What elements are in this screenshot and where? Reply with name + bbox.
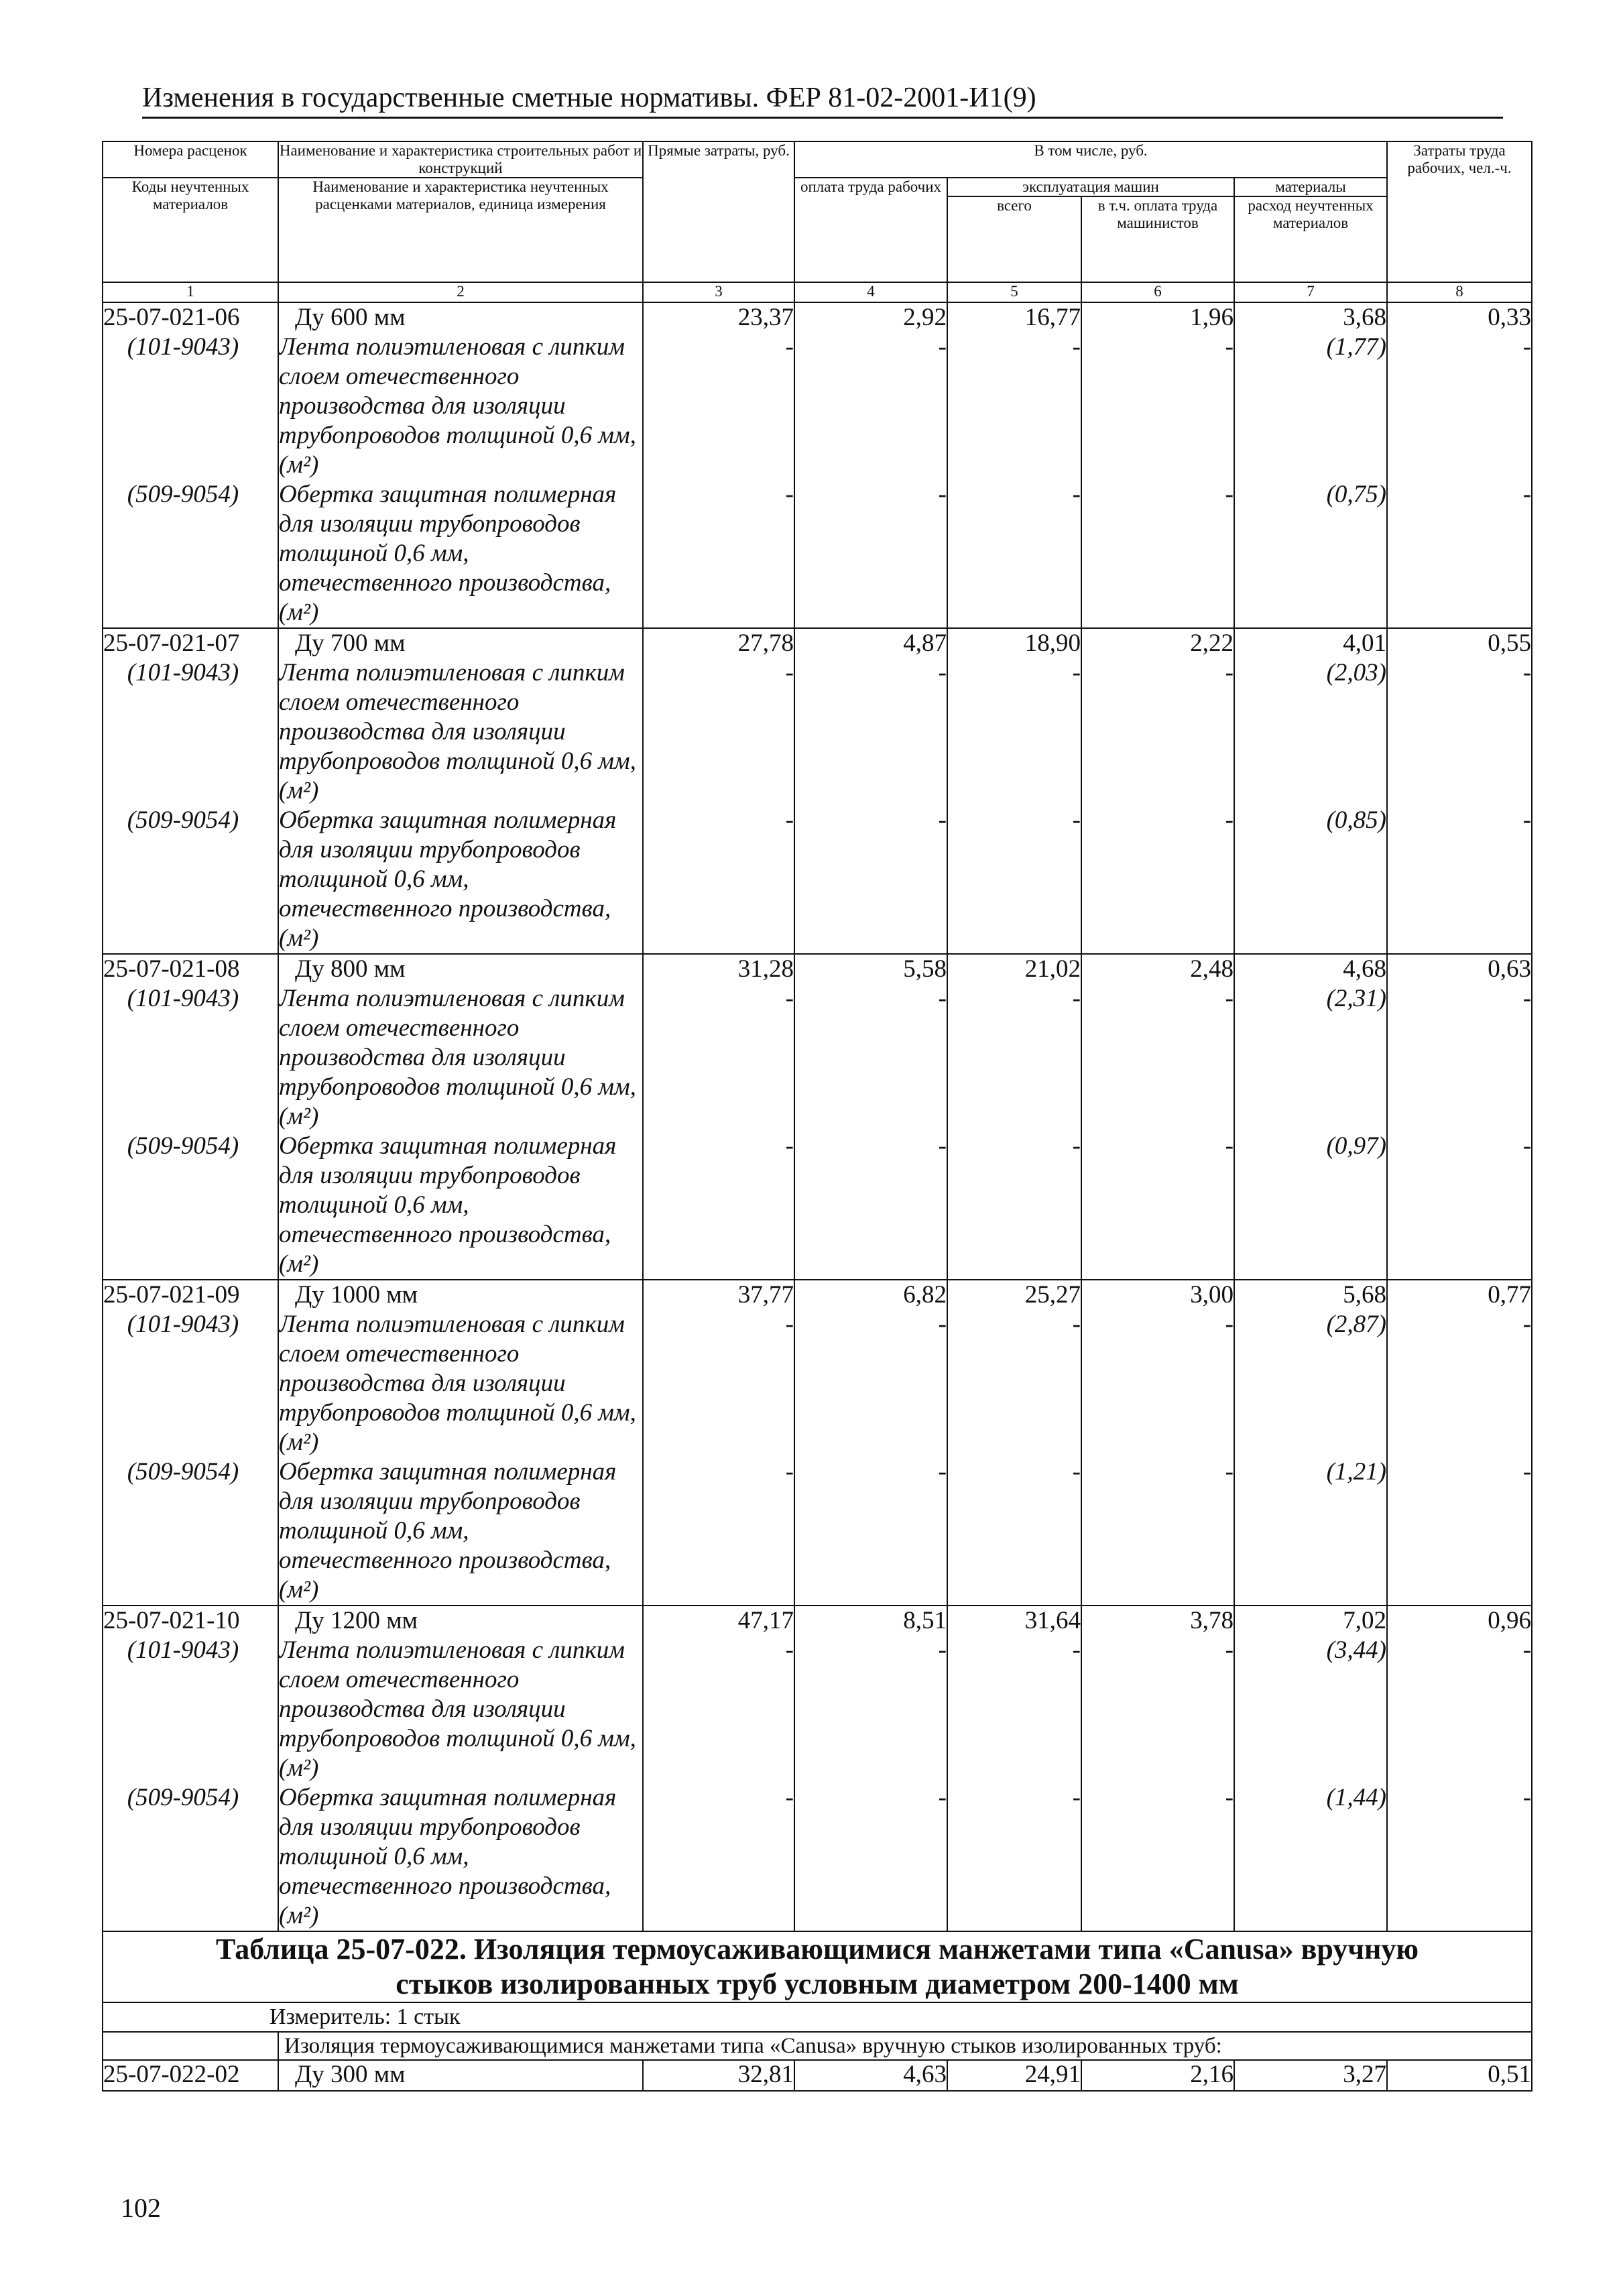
material-consumption: (1,44) <box>1326 1784 1387 1811</box>
dash: - <box>938 806 947 834</box>
material-name: Лента полиэтиленовая с липким слоем отечественного производства для изоляции трубопроводов толщиной 0,6 мм, (м²) <box>279 985 636 1130</box>
value-materials: 7,02 <box>1343 1607 1387 1634</box>
dash: - <box>1072 333 1081 361</box>
dash: - <box>938 659 947 686</box>
dash: - <box>785 1636 794 1664</box>
value-machines: 25,27 <box>1024 1281 1081 1309</box>
dash: - <box>785 1132 794 1160</box>
material-code: (101-9043) <box>127 659 239 686</box>
value-labor: 2,92 <box>903 304 947 331</box>
section-title: Изоляция термоусаживающимися манжетами типа «Canusa» вручную стыков изолированных труб: <box>278 2032 1532 2060</box>
table-row <box>103 1280 1532 1606</box>
value-labor-hours: 0,63 <box>1488 955 1532 983</box>
dash: - <box>1225 985 1234 1012</box>
table-row <box>103 628 1532 954</box>
work-name <box>278 2060 643 2091</box>
dash: - <box>785 333 794 361</box>
value-labor-hours: 0,96 <box>1488 1607 1532 1634</box>
value-labor: 8,51 <box>903 1607 947 1634</box>
value-labor-hours: 0,51 <box>1387 2060 1532 2091</box>
value-materials: 4,01 <box>1343 629 1387 657</box>
table-title-line-2: стыков изолированных труб условным диаметром 200-1400 мм <box>396 1968 1239 2000</box>
dash: - <box>1225 1784 1234 1811</box>
dash: - <box>785 806 794 834</box>
value-labor-hours: 0,77 <box>1488 1281 1532 1309</box>
table-row <box>103 1606 1532 1931</box>
dash: - <box>938 1311 947 1338</box>
dash: - <box>785 481 794 508</box>
value-machines: 16,77 <box>1024 304 1081 331</box>
value-materials: 3,27 <box>1234 2060 1387 2091</box>
dash: - <box>1522 1132 1532 1160</box>
dash: - <box>938 985 947 1012</box>
dash: - <box>1072 1132 1081 1160</box>
dash: - <box>1072 481 1081 508</box>
dash: - <box>938 481 947 508</box>
dash: - <box>1522 1458 1532 1486</box>
value-labor: 4,63 <box>794 2060 947 2091</box>
dash: - <box>1072 1311 1081 1338</box>
dash: - <box>785 1311 794 1338</box>
value-labor: 5,58 <box>903 955 947 983</box>
header-material-consumption: расход неучтенных материалов <box>1234 196 1387 282</box>
material-name: Обертка защитная полимерная для изоляции трубопроводов толщиной 0,6 мм, отечественного производства, (м²) <box>279 1132 617 1278</box>
material-consumption: (0,85) <box>1326 806 1387 834</box>
table-title <box>103 1931 1532 2002</box>
material-name: Обертка защитная полимерная для изоляции трубопроводов толщиной 0,6 мм, отечественного производства, (м²) <box>279 481 617 626</box>
dash: - <box>1225 1636 1234 1664</box>
value-materials: 3,68 <box>1343 304 1387 331</box>
material-consumption: (1,21) <box>1326 1458 1387 1486</box>
material-code: (509-9054) <box>127 481 239 508</box>
value-materials: 4,68 <box>1343 955 1387 983</box>
dash: - <box>785 1458 794 1486</box>
header-work-name: Наименование и характеристика строительных работ и конструкций <box>279 142 642 176</box>
work-name: Ду 800 мм <box>295 955 406 983</box>
dash: - <box>1225 481 1234 508</box>
dash: - <box>1522 985 1532 1012</box>
dash: - <box>938 1458 947 1486</box>
table-row <box>103 2060 1532 2091</box>
page-header: Изменения в государственные сметные нормативы. ФЕР 81-02-2001-И1(9) <box>142 82 1503 119</box>
value-direct: 23,37 <box>737 304 794 331</box>
value-operators: 3,78 <box>1190 1607 1234 1634</box>
dash: - <box>1225 806 1234 834</box>
header-direct-costs: Прямые затраты, руб. <box>643 141 794 282</box>
work-name-text: Ду 300 мм <box>295 2061 406 2088</box>
column-number: 1 <box>103 282 278 302</box>
column-number: 3 <box>643 282 794 302</box>
column-number: 4 <box>794 282 947 302</box>
work-name: Ду 600 мм <box>295 304 406 331</box>
dash: - <box>938 333 947 361</box>
value-direct: 31,28 <box>737 955 794 983</box>
dash: - <box>1225 1132 1234 1160</box>
dash: - <box>1225 1311 1234 1338</box>
column-number: 7 <box>1234 282 1387 302</box>
value-direct: 32,81 <box>643 2060 794 2091</box>
value-machines: 31,64 <box>1024 1607 1081 1634</box>
table-row <box>103 954 1532 1280</box>
material-consumption: (2,03) <box>1326 659 1387 686</box>
header-machines-total: всего <box>947 196 1081 282</box>
section-spacer <box>103 2032 278 2060</box>
dash: - <box>1072 1784 1081 1811</box>
value-direct: 47,17 <box>737 1607 794 1634</box>
material-consumption: (1,77) <box>1326 333 1387 361</box>
value-machines: 24,91 <box>947 2060 1081 2091</box>
material-code: (101-9043) <box>127 985 239 1012</box>
dash: - <box>785 1784 794 1811</box>
material-consumption: (2,31) <box>1326 985 1387 1012</box>
header-including: В том числе, руб. <box>794 141 1387 178</box>
work-name: Ду 700 мм <box>295 629 406 657</box>
dash: - <box>785 985 794 1012</box>
dash: - <box>1072 985 1081 1012</box>
rate-code: 25-07-022-02 <box>103 2060 278 2091</box>
page-number: 102 <box>121 2193 161 2223</box>
column-number: 5 <box>947 282 1081 302</box>
material-code: (509-9054) <box>127 806 239 834</box>
material-consumption: (0,97) <box>1326 1132 1387 1160</box>
dash: - <box>1522 1784 1532 1811</box>
work-name: Ду 1000 мм <box>295 1281 418 1309</box>
dash: - <box>1522 1636 1532 1664</box>
value-operators: 1,96 <box>1190 304 1234 331</box>
dash: - <box>938 1784 947 1811</box>
rates-table <box>102 141 1532 2092</box>
header-labor-hours: Затраты труда рабочих, чел.-ч. <box>1387 141 1532 282</box>
value-labor-hours: 0,55 <box>1488 629 1532 657</box>
material-consumption: (2,87) <box>1326 1311 1387 1338</box>
value-labor: 6,82 <box>903 1281 947 1309</box>
dash: - <box>938 1132 947 1160</box>
dash: - <box>1072 659 1081 686</box>
table-title-line-1: Таблица 25-07-022. Изоляция термоусаживающимися манжетами типа «Canusa» вручную <box>215 1933 1419 1966</box>
rate-code: 25-07-021-07 <box>103 629 240 657</box>
work-name: Ду 1200 мм <box>295 1607 418 1634</box>
material-name: Обертка защитная полимерная для изоляции трубопроводов толщиной 0,6 мм, отечественного производства, (м²) <box>279 1784 617 1929</box>
table-row <box>103 302 1532 628</box>
material-code: (101-9043) <box>127 333 239 361</box>
rate-code: 25-07-021-06 <box>103 304 240 331</box>
material-consumption: (0,75) <box>1326 481 1387 508</box>
dash: - <box>1522 659 1532 686</box>
value-operators: 2,22 <box>1190 629 1234 657</box>
value-machines: 21,02 <box>1024 955 1081 983</box>
dash: - <box>785 659 794 686</box>
rate-code: 25-07-021-09 <box>103 1281 240 1309</box>
material-code: (509-9054) <box>127 1132 239 1160</box>
dash: - <box>1522 806 1532 834</box>
dash: - <box>1225 333 1234 361</box>
column-number: 6 <box>1081 282 1234 302</box>
material-code: (101-9043) <box>127 1311 239 1338</box>
dash: - <box>1225 659 1234 686</box>
value-materials: 5,68 <box>1343 1281 1387 1309</box>
value-operators: 3,00 <box>1190 1281 1234 1309</box>
dash: - <box>1072 806 1081 834</box>
dash: - <box>1225 1458 1234 1486</box>
header-operators-pay: в т.ч. оплата труда машинистов <box>1081 196 1234 282</box>
header-labor-pay: оплата труда рабочих <box>794 178 947 282</box>
header-materials: материалы <box>1234 178 1387 196</box>
header-rate-numbers: Номера расценок <box>103 141 278 178</box>
header-material-name: Наименование и характеристика неучтенных расценками материалов, единица измерения <box>278 178 643 282</box>
dash: - <box>1522 481 1532 508</box>
column-number: 8 <box>1387 282 1532 302</box>
material-name: Лента полиэтиленовая с липким слоем отечественного производства для изоляции трубопроводов толщиной 0,6 мм, (м²) <box>279 1636 636 1782</box>
meter-text: Измеритель: 1 стык <box>103 2002 1532 2032</box>
column-number: 2 <box>278 282 643 302</box>
material-code: (101-9043) <box>127 1636 239 1664</box>
material-name: Обертка защитная полимерная для изоляции трубопроводов толщиной 0,6 мм, отечественного производства, (м²) <box>279 1458 617 1604</box>
dash: - <box>1522 333 1532 361</box>
dash: - <box>938 1636 947 1664</box>
material-code: (509-9054) <box>127 1784 239 1811</box>
header-machines: эксплуатация машин <box>947 178 1234 196</box>
value-operators: 2,48 <box>1190 955 1234 983</box>
dash: - <box>1522 1311 1532 1338</box>
value-labor-hours: 0,33 <box>1488 304 1532 331</box>
value-operators: 2,16 <box>1081 2060 1234 2091</box>
rate-code: 25-07-021-08 <box>103 955 240 983</box>
header-material-codes: Коды неучтенных материалов <box>103 178 278 282</box>
value-machines: 18,90 <box>1024 629 1081 657</box>
material-name: Лента полиэтиленовая с липким слоем отечественного производства для изоляции трубопроводов толщиной 0,6 мм, (м²) <box>279 1311 636 1456</box>
value-labor: 4,87 <box>903 629 947 657</box>
rate-code: 25-07-021-10 <box>103 1607 240 1634</box>
material-name: Лента полиэтиленовая с липким слоем отечественного производства для изоляции трубопроводов толщиной 0,6 мм, (м²) <box>279 333 636 479</box>
value-direct: 27,78 <box>737 629 794 657</box>
dash: - <box>1072 1458 1081 1486</box>
value-direct: 37,77 <box>737 1281 794 1309</box>
material-code: (509-9054) <box>127 1458 239 1486</box>
dash: - <box>1072 1636 1081 1664</box>
material-name: Обертка защитная полимерная для изоляции трубопроводов толщиной 0,6 мм, отечественного производства, (м²) <box>279 806 617 952</box>
material-name: Лента полиэтиленовая с липким слоем отечественного производства для изоляции трубопроводов толщиной 0,6 мм, (м²) <box>279 659 636 804</box>
material-consumption: (3,44) <box>1326 1636 1387 1664</box>
